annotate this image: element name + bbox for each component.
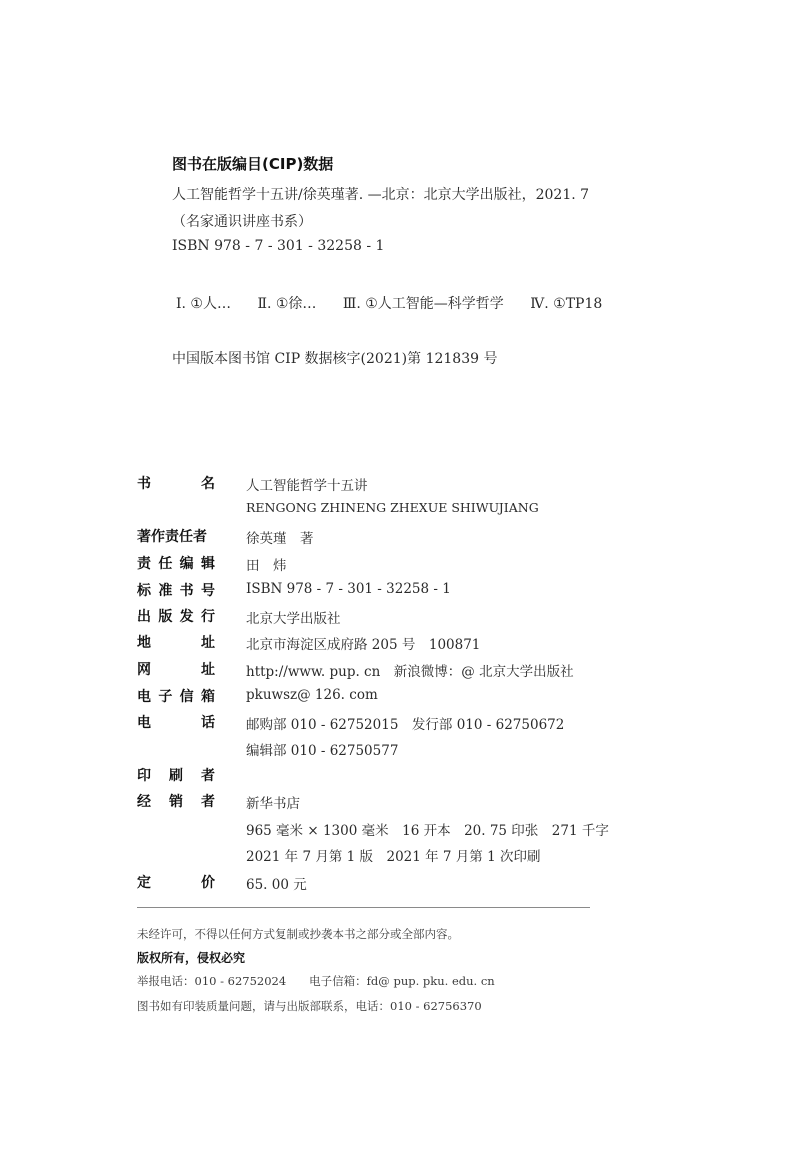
cip-record-number: 中国版本图书馆 CIP 数据核字(2021)第 121839 号 xyxy=(172,351,498,367)
report-contact: 举报电话：010 - 62752024 电子信箱：fd@ pup. pku. edu. cn xyxy=(137,974,495,988)
colophon-value: 田 炜 xyxy=(246,558,287,574)
colophon-printer xyxy=(137,762,215,788)
colophon-value: 邮购部 010 - 62752015 发行部 010 - 62750672 xyxy=(246,717,565,733)
classification-4: Ⅳ. ①TP18 xyxy=(530,296,603,312)
cip-series-line: （名家通识讲座书系） xyxy=(172,214,312,230)
colophon-isbn xyxy=(137,577,451,603)
colophon-distributor xyxy=(137,788,609,865)
cip-isbn-line: ISBN 978 - 7 - 301 - 32258 - 1 xyxy=(172,238,385,254)
copy-notice: 未经许可，不得以任何方式复制或抄袭本书之部分或全部内容。 xyxy=(137,927,459,941)
colophon-label: 网 址 xyxy=(137,662,215,678)
colophon-label: 书 名 xyxy=(137,476,215,492)
colophon-website xyxy=(137,656,574,682)
colophon-value: http://www. pup. cn 新浪微博：@ 北京大学出版社 xyxy=(246,664,574,680)
colophon-publisher xyxy=(137,603,341,629)
quality-contact: 图书如有印装质量问题，请与出版部联系，电话：010 - 62756370 xyxy=(137,999,482,1013)
colophon-price xyxy=(137,869,307,895)
colophon-value: pkuwsz@ 126. com xyxy=(246,687,378,703)
colophon-email xyxy=(137,683,378,709)
colophon-label: 经 销 者 xyxy=(137,794,215,810)
footer-divider xyxy=(137,907,590,908)
colophon-label: 出 版 发 行 xyxy=(137,609,215,625)
colophon-address xyxy=(137,629,481,655)
colophon-author xyxy=(137,523,314,549)
colophon-label: 著作责任者 xyxy=(137,529,207,545)
cip-heading: 图书在版编目(CIP)数据 xyxy=(172,155,334,173)
colophon-label: 电 子 信 箱 xyxy=(137,689,215,705)
cip-title-line: 人工智能哲学十五讲/徐英瑾著. —北京：北京大学出版社，2021. 7 xyxy=(172,187,590,203)
colophon-label: 电 话 xyxy=(137,715,215,731)
colophon-edition: 2021 年 7 月第 1 版 2021 年 7 月第 1 次印刷 xyxy=(246,849,541,865)
colophon-value: 编辑部 010 - 62750577 xyxy=(246,743,399,759)
colophon-format: 965 毫米 × 1300 毫米 16 开本 20. 75 印张 271 千字 xyxy=(246,823,609,839)
colophon-label: 地 址 xyxy=(137,635,215,651)
colophon-phone xyxy=(137,709,565,759)
colophon-label: 印 刷 者 xyxy=(137,768,215,784)
colophon-value: 65. 00 元 xyxy=(246,877,307,893)
colophon-value: 新华书店 xyxy=(246,796,300,812)
classification-1: Ⅰ. ①人… xyxy=(176,296,231,312)
colophon-label: 责 任 编 辑 xyxy=(137,556,215,572)
colophon-value: 人工智能哲学十五讲 xyxy=(246,478,368,494)
cip-classification xyxy=(176,293,624,313)
colophon-value: ISBN 978 - 7 - 301 - 32258 - 1 xyxy=(246,581,451,597)
classification-3: Ⅲ. ①人工智能—科学哲学 xyxy=(342,296,504,312)
classification-2: Ⅱ. ①徐… xyxy=(257,296,317,312)
colophon-title xyxy=(137,470,539,515)
colophon-value: 徐英瑾 著 xyxy=(246,531,314,547)
colophon-label: 标 准 书 号 xyxy=(137,583,215,599)
colophon-value-pinyin: RENGONG ZHINENG ZHEXUE SHIWUJIANG xyxy=(246,500,539,515)
colophon-value: 北京市海淀区成府路 205 号 100871 xyxy=(246,637,481,653)
colophon-editor xyxy=(137,550,287,576)
colophon-value: 北京大学出版社 xyxy=(246,611,341,627)
colophon-label: 定 价 xyxy=(137,875,215,891)
rights-reserved: 版权所有，侵权必究 xyxy=(137,951,246,965)
